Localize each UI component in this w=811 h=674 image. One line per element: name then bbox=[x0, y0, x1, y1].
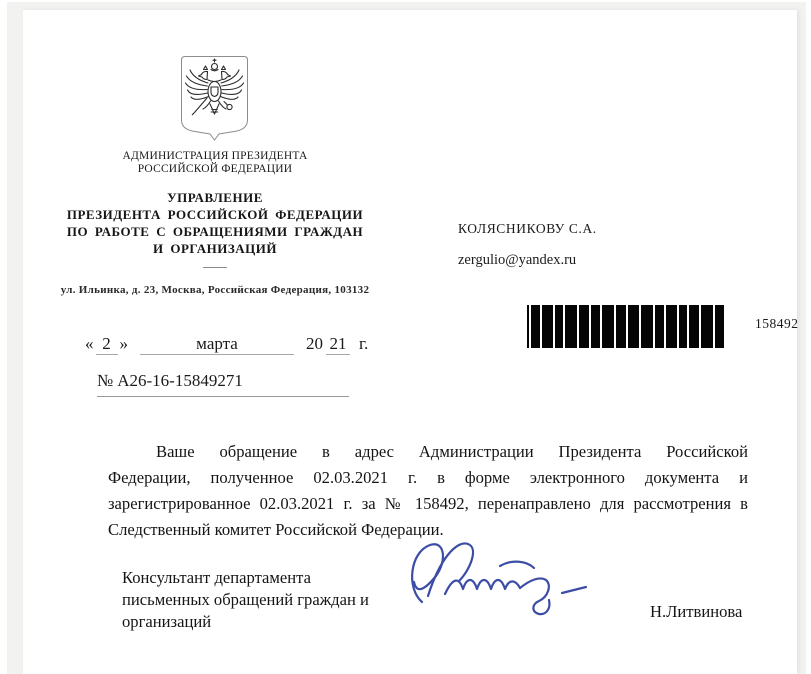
signer-name: Н.Литвинова bbox=[650, 602, 743, 621]
department-line: И ОРГАНИЗАЦИЙ bbox=[153, 241, 277, 256]
recipient-email: zergulio@yandex.ru bbox=[458, 252, 577, 268]
body-line: Федерации, полученное 02.03.2021 г. в форме электронного документа и bbox=[108, 468, 748, 487]
letterhead-address: ул. Ильинка, д. 23, Москва, Российская Федерация, 103132 bbox=[60, 284, 370, 296]
signature-stroke bbox=[412, 543, 586, 614]
reference-line bbox=[97, 371, 349, 397]
barcode-number: 158492 bbox=[755, 316, 799, 331]
handwritten-signature bbox=[400, 534, 612, 626]
department-line: ПРЕЗИДЕНТА РОССИЙСКОЙ ФЕДЕРАЦИИ bbox=[66, 207, 364, 222]
signer-role-line: письменных обращений граждан и bbox=[122, 590, 369, 609]
administration-title bbox=[35, 150, 395, 176]
department-line: ПО РАБОТЕ С ОБРАЩЕНИЯМИ ГРАЖДАН bbox=[66, 224, 364, 239]
recipient-name: КОЛЯСНИКОВУ С.А. bbox=[458, 221, 597, 236]
date-century: 20 bbox=[306, 334, 323, 353]
barcode-bars bbox=[527, 305, 724, 348]
body-line: Ваше обращение в адрес Администрации Президента Российской bbox=[156, 442, 748, 461]
reference-label: № bbox=[97, 371, 114, 390]
letter-page bbox=[23, 10, 797, 674]
signer-role bbox=[122, 567, 432, 633]
coat-of-arms-icon bbox=[178, 53, 251, 143]
date-suffix: г. bbox=[359, 334, 369, 353]
signer-role-line: Консультант департамента bbox=[122, 568, 311, 587]
letterhead-divider bbox=[203, 267, 227, 268]
department-title bbox=[35, 189, 395, 257]
open-quote: « bbox=[85, 334, 94, 353]
administration-line: АДМИНИСТРАЦИЯ ПРЕЗИДЕНТА bbox=[122, 150, 308, 162]
department-line: УПРАВЛЕНИЕ bbox=[167, 190, 263, 205]
body-line: зарегистрированное 02.03.2021 г. за № 158492, перенаправлено для рассмотрения в bbox=[108, 494, 748, 513]
body-line: Следственный комитет Российской Федерации. bbox=[108, 520, 444, 539]
close-quote: » bbox=[119, 334, 128, 353]
date-year: 21 bbox=[326, 334, 350, 355]
body-paragraph bbox=[108, 439, 748, 543]
date-line bbox=[83, 334, 368, 355]
signer-role-line: организаций bbox=[122, 612, 212, 631]
reference-number: А26-16-15849271 bbox=[117, 371, 243, 390]
administration-line: РОССИЙСКОЙ ФЕДЕРАЦИИ bbox=[137, 163, 293, 175]
date-month: марта bbox=[140, 334, 294, 355]
date-day: 2 bbox=[96, 334, 118, 355]
